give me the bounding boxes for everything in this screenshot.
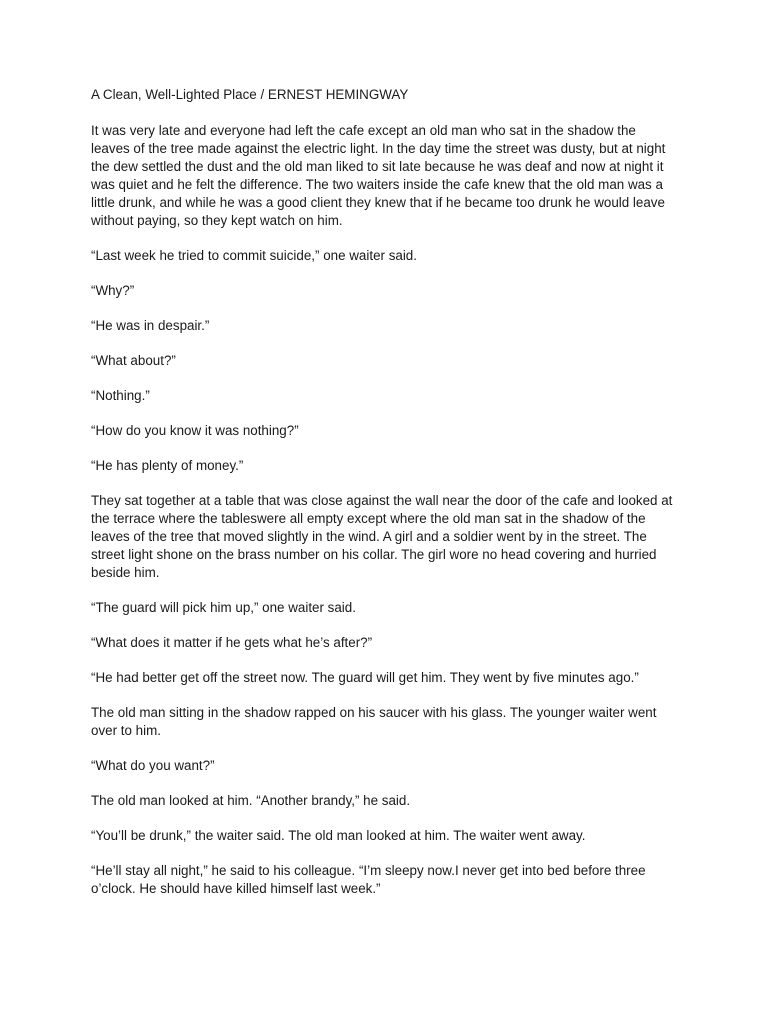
paragraph: “Why?”	[91, 283, 135, 298]
paragraph: “What does it matter if he gets what he’s after?”	[91, 635, 373, 650]
document-title: A Clean, Well-Lighted Place / ERNEST HEMINGWAY	[91, 87, 409, 102]
paragraph: “Last week he tried to commit suicide,” one waiter said.	[91, 248, 417, 263]
paragraph: “What about?”	[91, 353, 176, 368]
paragraph: “He had better get off the street now. The guard will get him. They went by five minutes ago.”	[91, 670, 639, 685]
paragraph: “The guard will pick him up,” one waiter said.	[91, 600, 356, 615]
paragraph: The old man looked at him. “Another brandy,” he said.	[91, 793, 411, 808]
paragraph: “How do you know it was nothing?”	[91, 423, 299, 438]
paragraph: It was very late and everyone had left the cafe except an old man who sat in the shadow the leaves of the tree made against the electric light. In the day time the street was dusty, but at night the dew settled the dust and the old man liked to sit late because he was deaf and now at night it was quiet and he felt the difference. The two waiters inside the cafe knew that the old man was a little drunk, and while he was a good client they knew that if he became too drunk he would leave without paying, so they kept watch on him.	[91, 123, 666, 228]
paragraph: “Nothing.”	[91, 388, 150, 403]
paragraph: “He was in despair.”	[91, 318, 210, 333]
document-body	[91, 86, 675, 915]
paragraph: “What do you want?”	[91, 758, 215, 773]
paragraph: The old man sitting in the shadow rapped on his saucer with his glass. The younger waiter went over to him.	[91, 705, 657, 738]
paragraph: They sat together at a table that was close against the wall near the door of the cafe and looked at the terrace where the tableswere all empty except where the old man sat in the shadow of the leaves of the tree that moved slightly in the wind. A girl and a soldier went by in the street. The street light shone on the brass number on his collar. The girl wore no head covering and hurried beside him.	[91, 493, 673, 580]
paragraph: “You’ll be drunk,” the waiter said. The old man looked at him. The waiter went away.	[91, 828, 586, 843]
paragraph: “He has plenty of money.”	[91, 458, 244, 473]
paragraph: “He’ll stay all night,” he said to his colleague. “I’m sleepy now.I never get into bed before three o’clock. He should have killed himself last week.”	[91, 863, 646, 896]
